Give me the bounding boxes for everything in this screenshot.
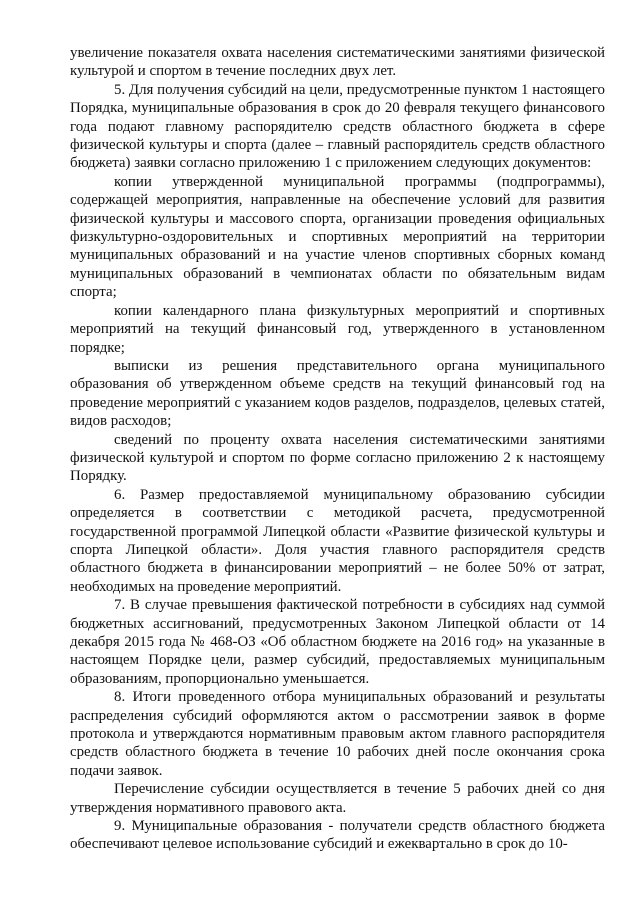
paragraph-item-5: 5. Для получения субсидий на цели, предусмотренные пунктом 1 настоящего Порядка, муниципальные образования в срок до 20 февраля текущего финансового года подают главному распорядителю средств областного бюджета в сфере физической культуры и спорта (далее – главный распорядитель средств областного бюджета) заявки согласно приложению 1 с приложением следующих документов: (70, 81, 605, 172)
paragraph-doc-calendar-plan: копии календарного плана физкультурных мероприятий и спортивных мероприятий на текущий финансовый год, утвержденного в установленном порядке; (70, 302, 605, 356)
paragraph-continuation: увеличение показателя охвата населения систематическими занятиями физической культурой и спортом в течение последних двух лет. (70, 45, 605, 80)
paragraph-item-6: 6. Размер предоставляемой муниципальному образованию субсидии определяется в соответствии с методикой расчета, предусмотренной государственной программой Липецкой области «Развитие физической культуры и спорта Липецкой области». Доля участия главного распорядителя средств областного бюджета в финансировании мероприятий – не более 50% от затрат, необходимых на проведение мероприятий. (70, 486, 605, 595)
paragraph-transfer: Перечисление субсидии осуществляется в течение 5 рабочих дней со дня утверждения нормативного правового акта. (70, 781, 605, 816)
paragraph-item-8: 8. Итоги проведенного отбора муниципальных образований и результаты распределения субсидий оформляются актом о рассмотрении заявок в форме протокола и утверждаются нормативным правовым актом главного распорядителя средств областного бюджета в течение 10 рабочих дней после окончания срока подачи заявок. (70, 689, 605, 779)
paragraph-doc-coverage-info: сведений по проценту охвата населения систематическими занятиями физической культурой и спортом по форме согласно приложению 2 к настоящему Порядку. (70, 431, 605, 485)
paragraph-item-9: 9. Муниципальные образования - получатели средств областного бюджета обеспечивают целевое использование субсидий и ежеквартально в срок до 10- (70, 818, 605, 853)
paragraph-item-7: 7. В случае превышения фактической потребности в субсидиях над суммой бюджетных ассигнований, предусмотренных Законом Липецкой области от 14 декабря 2015 года № 468-ОЗ «Об областном бюджете на 2016 год» на указанные в настоящем Порядке цели, размер субсидий, предоставляемых муниципальным образованиям, пропорционально уменьшается. (70, 597, 605, 687)
document-page (70, 44, 605, 854)
paragraph-doc-program-copies: копии утвержденной муниципальной программы (подпрограммы), содержащей мероприятия, направленные на обеспечение условий для развития физической культуры и массового спорта, организации проведения официальных физкультурно-оздоровительных и спортивных мероприятий на территории муниципальных образований и на участие членов спортивных сборных команд муниципальных образований в чемпионатах области по обязательным видам спорта; (70, 173, 605, 301)
paragraph-doc-decision-extract: выписки из решения представительного органа муниципального образования об утвержденном объеме средств на текущий финансовый год на проведение мероприятий с указанием кодов разделов, подразделов, целевых статей, видов расходов; (70, 357, 605, 430)
